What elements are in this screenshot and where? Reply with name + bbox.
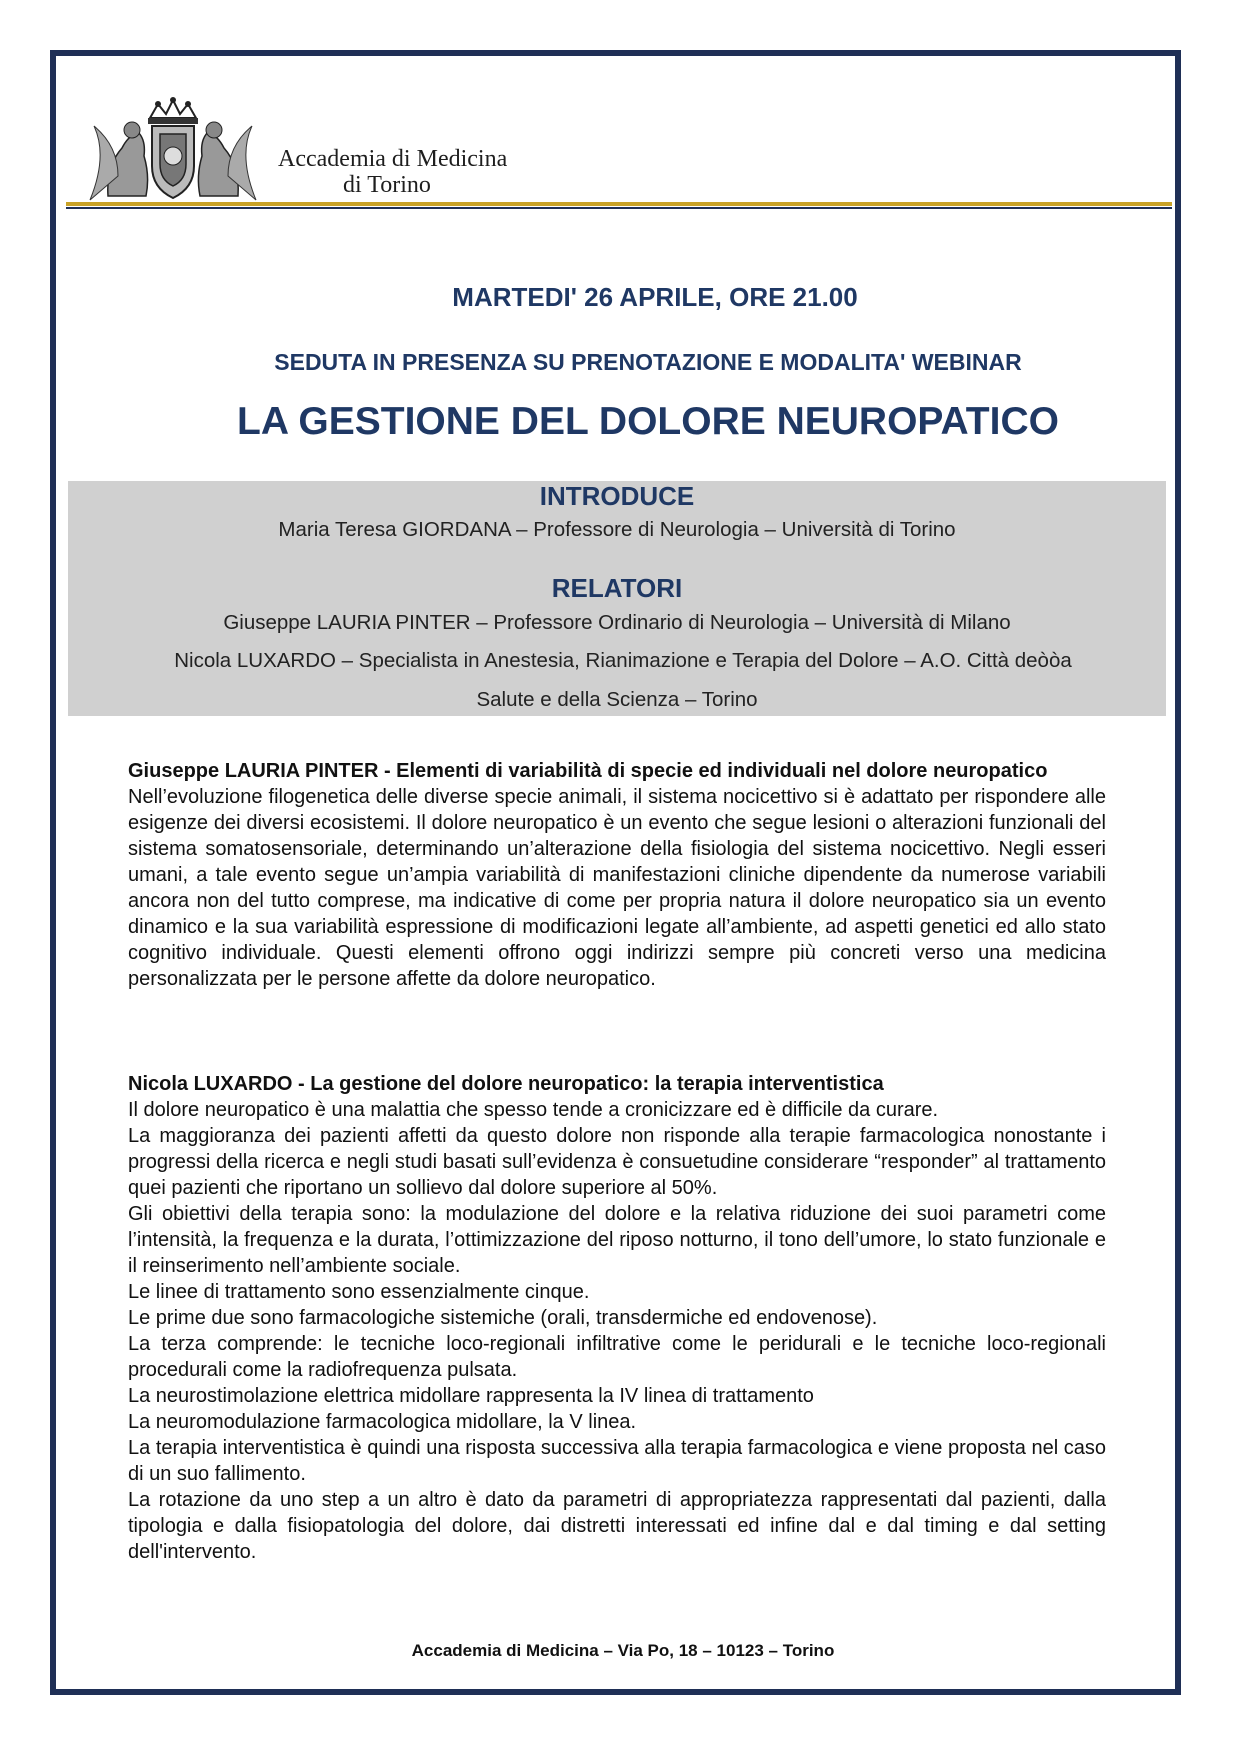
blue-divider [66, 207, 1172, 209]
intro-speaker: Maria Teresa GIORDANA – Professore di Neurologia – Università di Torino [278, 518, 956, 541]
abstract-2-p9: La terapia interventistica è quindi una risposta successiva alla terapia farmacologica e viene proposta nel caso di un suo fallimento. [128, 1437, 1106, 1485]
abstract-2-heading: Nicola LUXARDO - La gestione del dolore neuropatico: la terapia interventistica [128, 1073, 884, 1095]
event-mode: SEDUTA IN PRESENZA SU PRENOTAZIONE E MODALITA' WEBINAR [274, 349, 1022, 375]
abstract-2-p1: Il dolore neuropatico è una malattia che spesso tende a cronicizzare ed è difficile da curare. [128, 1099, 939, 1121]
abstract-2-p4: Le linee di trattamento sono essenzialmente cinque. [128, 1281, 590, 1303]
crest-icon [88, 96, 258, 214]
relatori-line-1: Giuseppe LAURIA PINTER – Professore Ordinario di Neurologia – Università di Milano [223, 611, 1011, 634]
logo-line-1: Accademia di Medicina [278, 146, 508, 172]
abstract-2 [128, 1071, 1106, 1565]
abstract-2-p8: La neuromodulazione farmacologica midollare, la V linea. [128, 1411, 637, 1433]
event-title: LA GESTIONE DEL DOLORE NEUROPATICO [237, 400, 1059, 443]
abstract-1-heading: Giuseppe LAURIA PINTER - Elementi di variabilità di specie ed individuali nel dolore neuropatico [128, 760, 1048, 782]
abstract-2-p3: Gli obiettivi della terapia sono: la modulazione del dolore e la relativa riduzione dei suoi parametri come l’intensità, la frequenza e la durata, l’ottimizzazione del riposo notturno, il tono dell’umore, lo stato funzionale e il reinserimento nell’ambiente sociale. [128, 1203, 1106, 1277]
abstract-2-p10: La rotazione da uno step a un altro è dato da parametri di appropriatezza rappresentati dal pazienti, dalla tipologia e dalla fisiopatologia del dolore, dai distretti interessati ed infine dal e dal timing e dal setting dell'intervento. [128, 1489, 1106, 1563]
abstract-2-p6: La terza comprende: le tecniche loco-regionali infiltrative come le peridurali e le tecniche loco-regionali procedurali come la radiofrequenza pulsata. [128, 1333, 1106, 1381]
relatori-heading: RELATORI [551, 573, 683, 603]
event-date: MARTEDI' 26 APRILE, ORE 21.00 [452, 282, 858, 312]
abstract-2-p5: Le prime due sono farmacologiche sistemiche (orali, transdermiche ed endovenose). [128, 1307, 878, 1329]
abstract-2-p2: La maggioranza dei pazienti affetti da questo dolore non risponde alla terapie farmacologica nonostante i progressi della ricerca e negli studi basati sull’evidenza è consuetudine considerare “responder” al trattamento quei pazienti che riportano un sollievo dal dolore superiore al 50%. [128, 1125, 1106, 1199]
relatori-line-3: Salute e della Scienza – Torino [476, 688, 758, 711]
abstract-1 [128, 758, 1106, 992]
abstract-2-p7: La neurostimolazione elettrica midollare rappresenta la IV linea di trattamento [128, 1385, 814, 1407]
relatori-line-2: Nicola LUXARDO – Specialista in Anestesia, Rianimazione e Terapia del Dolore – A.O. Città deòòa [174, 649, 1072, 672]
footer-address: Accademia di Medicina – Via Po, 18 – 10123 – Torino [411, 1641, 835, 1660]
gold-divider [66, 202, 1172, 206]
logo-line-2: di Torino [343, 172, 431, 198]
abstract-1-text: Nell’evoluzione filogenetica delle diverse specie animali, il sistema nocicettivo si è adattato per rispondere alle esigenze dei diversi ecosistemi. Il dolore neuropatico è un evento che segue lesioni o alterazioni funzionali del sistema somatosensoriale, determinando un’alterazione della fisiologia del sistema nocicettivo. Negli esseri umani, a tale evento segue un’ampia variabilità di manifestazioni cliniche dipendente da numerose variabili ancora non del tutto comprese, ma indicative di come per propria natura il dolore neuropatico sia un evento dinamico e la sua variabilità espressione di modificazioni legate all’ambiente, ad aspetti genetici ed allo stato cognitivo individuale. Questi elementi offrono oggi indirizzi sempre più concreti verso una medicina personalizzata per le persone affette da dolore neuropatico. [128, 786, 1106, 990]
intro-heading: INTRODUCE [539, 481, 695, 511]
academy-logo-text [278, 146, 507, 198]
